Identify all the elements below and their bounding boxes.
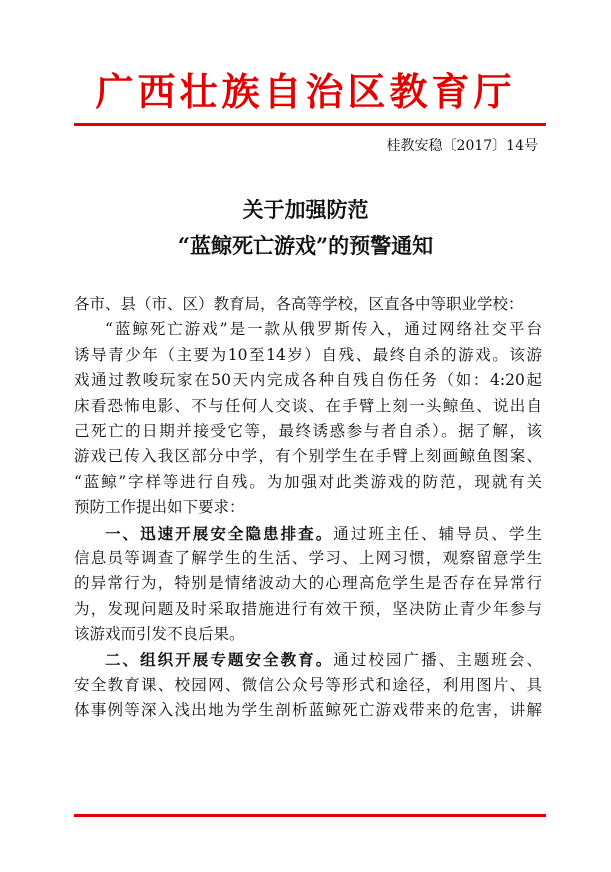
body-line-text: 诱导青少年（主要为10至14岁）自残、最终自杀的游戏。该游 — [74, 345, 542, 364]
section-heading: 二、组织开展专题安全教育。 — [105, 650, 334, 670]
body-line — [74, 317, 542, 342]
body-line-text: 戏通过教唆玩家在50天内完成各种自残自伤任务（如：4:20起 — [74, 371, 542, 390]
body-line-text: 己死亡的日期并接受它等，最终诱惑参与者自杀）。据了解，该 — [74, 421, 542, 440]
notice-title-line2: “蓝鲸死亡游戏”的预警通知 — [177, 233, 434, 258]
body-line — [74, 419, 542, 444]
body-line-text: 游戏已传入我区部分中学，有个别学生在手臂上刻画鲸鱼图案、 — [74, 447, 542, 466]
body-line — [74, 521, 542, 546]
body-line — [74, 368, 542, 393]
body-line — [74, 622, 542, 647]
red-header-rule — [74, 123, 546, 126]
body-line-text: 各市、县（市、区）教育局，各高等学校，区直各中等职业学校： — [74, 295, 524, 313]
body-line-text: 该游戏而引发不良后果。 — [74, 625, 245, 644]
body-line-text: 体事例等深入浅出地为学生剖析蓝鲸死亡游戏带来的危害，讲解 — [74, 701, 542, 720]
red-footer-rule — [74, 814, 546, 817]
body-line — [74, 444, 542, 469]
body-line-text: 的异常行为，特别是情绪波动大的心理高危学生是否存在异常行 — [74, 574, 542, 593]
body-line — [74, 470, 542, 495]
body-line — [74, 292, 542, 317]
body-line-text: 信息员等调查了解学生的生活、学习、上网习惯，观察留意学生 — [74, 548, 542, 567]
body-line-text: 安全教育课、校园网、微信公众号等形式和途径，利用图片、具 — [74, 675, 542, 694]
body-line — [74, 647, 542, 672]
body-line — [74, 673, 542, 698]
notice-title-line1: 关于加强防范 — [242, 197, 369, 222]
body-line — [74, 394, 542, 419]
body-line — [74, 698, 542, 723]
document-number: 桂教安稳〔2017〕14号 — [386, 138, 538, 154]
notice-body — [74, 292, 542, 724]
body-line — [74, 597, 542, 622]
body-line-text: “蓝鲸死亡游戏”是一款从俄罗斯传入，通过网络社交平台 — [105, 320, 542, 339]
body-line-text: 预防工作提出如下要求： — [74, 498, 245, 517]
body-line — [74, 546, 542, 571]
issuer-title: 广西壮族自治区教育厅 — [95, 69, 516, 114]
body-line — [74, 571, 542, 596]
section-heading: 一、迅速开展安全隐患排查。 — [105, 523, 334, 543]
body-line-text: 为，发现问题及时采取措施进行有效干预，坚决防止青少年参与 — [74, 599, 542, 618]
body-line-text: 通过班主任、辅导员、学生 — [333, 524, 542, 543]
body-line — [74, 343, 542, 368]
body-line-text: 床看恐怖电影、不与任何人交谈、在手臂上刻一头鲸鱼、说出自 — [74, 396, 542, 415]
body-line-text: 通过校园广播、主题班会、 — [333, 651, 542, 670]
body-line-text: “蓝鲸”字样等进行自残。为加强对此类游戏的防范，现就有关 — [74, 472, 542, 491]
body-line — [74, 495, 542, 520]
